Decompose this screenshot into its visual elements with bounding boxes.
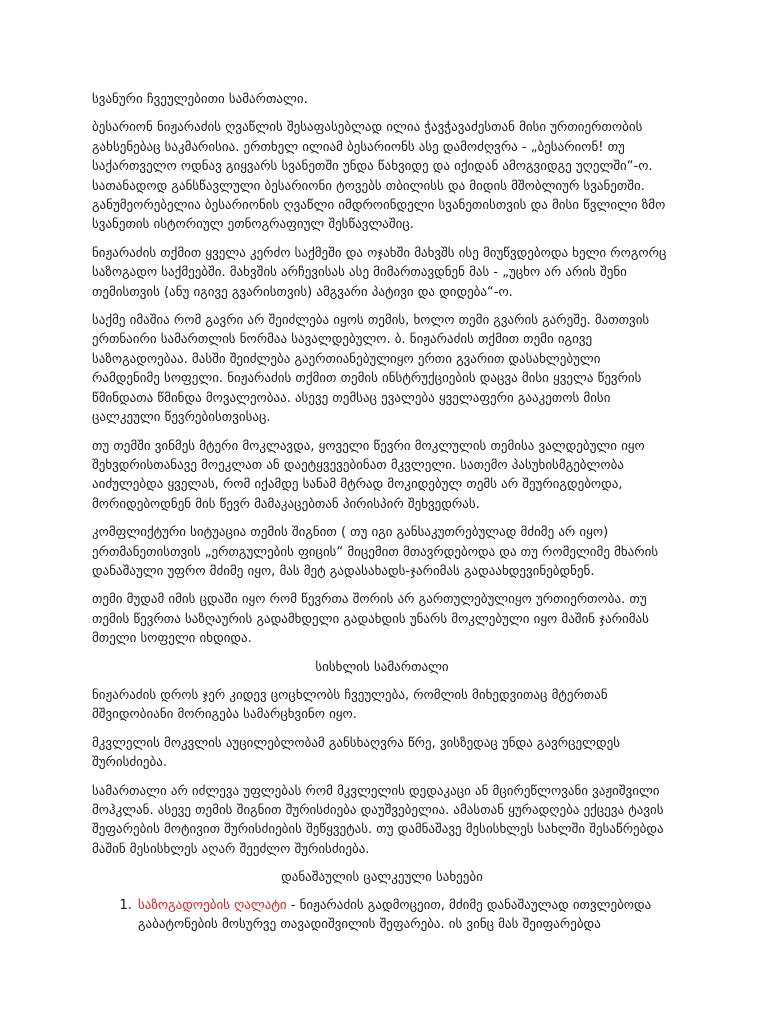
paragraph-3: საქმე იმაშია რომ გავრი არ შეიძლება იყოს თემის, ხოლო თემი გვარის გარეშე. მათთვის ერთნაირი სამართლის ნორმაა სავალდებულო. ბ. ნიჟარაძის თქმით თემი იგივე საზოგადოებაა. მასში შეიძლება გაერთიანებულიყო ერთი გვარით დასახლებული რამდენიმე სოფელი. ნიჟარაძის თქმით თემის ინსტრუქციების დაცვა მისი ყველა წევრის წმინდათა წმინდა მოვალეობაა. ასევე თემსაც ევალება ყველაფერი გააკეთოს მისი ცალკეული წევრებისთვისაც.: [92, 313, 650, 426]
crime-types-list: [92, 896, 672, 935]
list-item-text: - ნიჟარაძის გადმოცეით, მძიმე დანაშაულად ითვლებოდა გაბატონების მოსურვე თავადიშვილის შეფარება. ის ვინც მას შეიფარებდა: [138, 897, 652, 933]
paragraph-4: თუ თემში ვინმეს მტერი მოკლავდა, ყოველი წევრი მოკლულის თემისა ვალდებული იყო შეხვდრისთანავე მოეკლათ ან დაეტყვევებინათ მკვლელი. სათემო პასუხისმგებლობა აიძულებდა ყველას, რომ იქამდე სანამ მტრად მოკიდებულ თემს არ შეურიგდებოდა, მორიდებოდნენ მის წევრ მამაკაცებთან პირისპირ შეხვედრას.: [92, 438, 645, 512]
section-heading-criminal-law: სისხლის სამართალი: [315, 659, 449, 675]
list-item: [136, 896, 672, 935]
paragraph-1: ბესარიონ ნიჟარაძის ღვაწლის შესაფასებლად ილია ჭავჭავაძესთან მისი ურთიერთობის გახსენებაც საკმარისია. ერთხელ ილიამ ბესარიონს ასე დამოძღვრა - „ბესარიონ! თუ საქართველო ოდნავ გიყვარს სვანეთში უნდა წახვიდე და იქიდან ამოგვიდგე უღელში“-ო. სათანადოდ განსწავლული ბესარიონი ტოვებს თბილისს და მიდის მშობლიურ სვანეთში. განუმეორებელია ბესარიონის ღვაწლი იმდროინდელი სვანეთისთვის და მისი წვლილი ზმო სვანეთის ისტორიულ ეთნოგრაფიულ შესწავლაშიც.: [92, 120, 666, 233]
paragraph-9: სამართალი არ იძლევა უფლებას რომ მკვლელის დედაკაცი ან მცირეწლოვანი ვაჟიშვილი მოჰკლან. ასევე თემის შიგნით შურისძიება დაუშვებელია. ამასთან ყურადღება ექცევა ტავის შეფარების მოტივით შურისძიების შეწყვეტას. თუ დამნაშავე მესისხლეს სახლში შესაწრებდა მაშინ მესისხლეს აღარ შეეძლო შურისძიება.: [92, 783, 664, 857]
paragraph-7: ნიჟარაძის დროს ჯერ კიდევ ცოცხლობს ჩვეულება, რომლის მიხედვითაც მტერთან მშვიდობიანი მორიგება სამარცხვინო იყო.: [92, 687, 608, 723]
paragraph-5: კომფლიქტური სიტუაცია თემის შიგნით ( თუ იგი განსაკუთრებულად მძიმე არ იყო) ერთმანეთისთვის „ერთგულების ფიცის“ მიცემით მთავრდებოდა და თუ რომელიმე მხარის დანაშაული უფრო მძიმე იყო, მას მეტ გადასახადს-ჯარიმას გადაახდევინებდნენ.: [92, 525, 659, 579]
paragraph-8: მკვლელის მოკვლის აუცილებლობამ განსხაღვრა წრე, ვისზედაც უნდა გავრცელდეს შურისძიება.: [92, 735, 620, 771]
section-heading-crime-types: დანაშაულის ცალკეული სახეები: [281, 870, 483, 886]
list-item-term: საზოგადოების ღალატი: [138, 897, 287, 913]
paragraph-2: ნიჟარაძის თქმით ყველა კერძო საქმეში და ოჯახში მახვშს ისე მიუწვდებოდა ხელი როგორც საზოგადო საქმეებში. მახვშის არჩევისას ასე მიმართავდნენ მას - „უცხო არ არის შენი თემისთვის (ანუ იგივე გვარისთვის) ამგვარი პატივი და დიდება“-ო.: [92, 245, 667, 300]
document-title: სვანური ჩვეულებითი სამართალი.: [92, 92, 308, 107]
paragraph-6: თემი მუდამ იმის ცდაში იყო რომ წევრთა შორის არ გართულებულიყო ურთიერთობა. თუ თემის წევრთა საზღაურის გადამხდელი გადახდის უნარს მოკლებული იყო მაშინ ჯარიმას მთელი სოფელი იხდიდა.: [92, 592, 649, 647]
